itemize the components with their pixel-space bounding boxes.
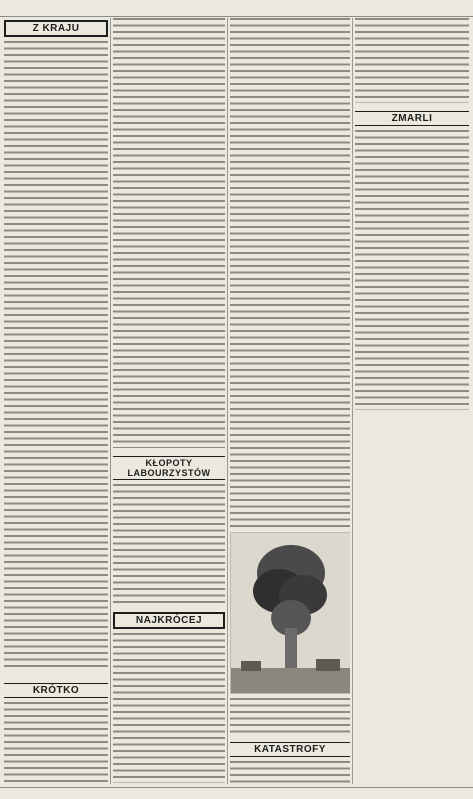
illegible-body-text (230, 18, 350, 528)
page-header (0, 0, 473, 17)
section-heading-krotko: KRÓTKO (4, 683, 108, 698)
section-body-katastrofy (230, 761, 350, 784)
section-heading-zmarli: ZMARLI (355, 111, 469, 126)
column-rule (227, 18, 228, 784)
smoke-plume-photo (230, 532, 350, 694)
section-body-zmarli (355, 130, 469, 410)
section-heading-katastrofy: KATASTROFY (230, 742, 350, 757)
illegible-body-text (355, 130, 469, 410)
section-heading-z-kraju: Z KRAJU (4, 20, 108, 37)
column-2 (113, 18, 225, 784)
column-rule (110, 18, 111, 784)
illegible-body-text (4, 702, 108, 782)
column-4 (355, 18, 469, 784)
page-footer (0, 787, 473, 799)
column-3 (230, 18, 350, 784)
section-body-najkrocej (113, 633, 225, 783)
illegible-body-text (355, 18, 469, 103)
section-body-klopoty-labourzystow (113, 484, 225, 604)
column-rule (352, 18, 353, 784)
illegible-body-text (230, 761, 350, 784)
smoke-plume-icon (231, 533, 350, 693)
section-body-z-kraju (4, 41, 108, 671)
section-heading-najkrocej: NAJKRÓCEJ (113, 612, 225, 629)
illegible-body-text (113, 18, 225, 448)
illegible-body-text (113, 633, 225, 783)
section-heading-klopoty-labourzystow: KŁOPOTY LABOURZYSTÓW (113, 456, 225, 480)
illegible-body-text (113, 484, 225, 604)
illegible-body-text (4, 41, 108, 671)
column-1 (4, 18, 108, 784)
illegible-caption-text (230, 698, 350, 736)
section-body-krotko (4, 702, 108, 782)
